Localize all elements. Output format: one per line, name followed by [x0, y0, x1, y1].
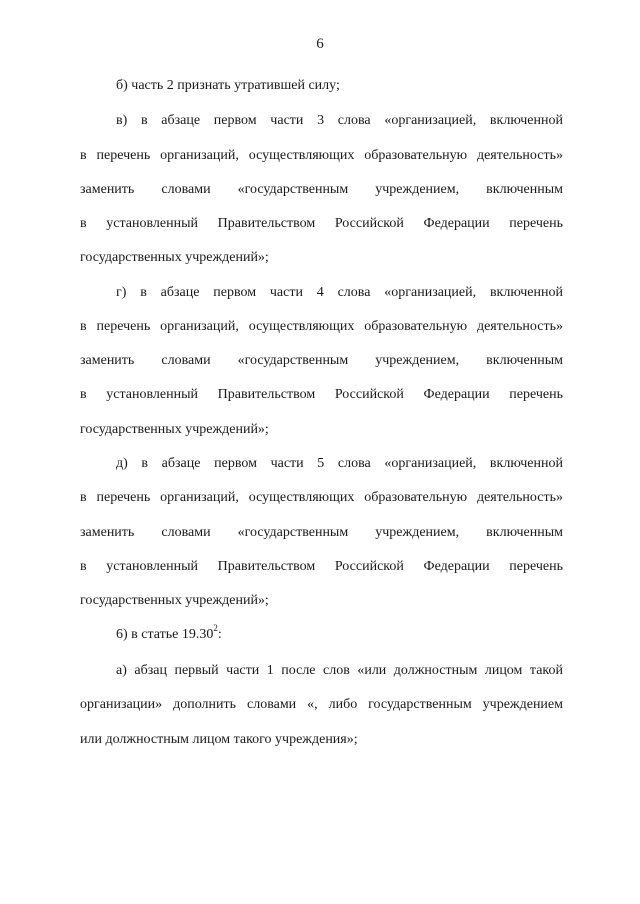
text-line: в перечень организаций, осуществляющих образовательную деятельность»	[80, 319, 563, 334]
text-line: заменить словами «государственным учреждением, включенным	[80, 182, 563, 197]
item6-superscript: 2	[213, 623, 218, 634]
text-line: б) часть 2 признать утратившей силу;	[116, 78, 340, 93]
text-line: государственных учреждений»;	[80, 250, 269, 265]
text-line: в) в абзаце первом части 3 слова «организацией, включенной	[116, 113, 563, 128]
text-line: организации» дополнить словами «, либо государственным учреждением	[80, 697, 563, 712]
text-line	[116, 623, 563, 644]
item6-prefix: 6) в статье 19.30	[116, 627, 214, 642]
text-line: в установленный Правительством Российской Федерации перечень	[80, 216, 563, 231]
text-line: в перечень организаций, осуществляющих образовательную деятельность»	[80, 490, 563, 505]
text-line: в установленный Правительством Российской Федерации перечень	[80, 387, 563, 402]
text-line: в установленный Правительством Российской Федерации перечень	[80, 559, 563, 574]
text-line: заменить словами «государственным учреждением, включенным	[80, 353, 563, 368]
text-line: в перечень организаций, осуществляющих образовательную деятельность»	[80, 148, 563, 163]
text-line: г) в абзаце первом части 4 слова «организацией, включенной	[116, 285, 563, 300]
text-line: государственных учреждений»;	[80, 593, 269, 608]
text-line: заменить словами «государственным учреждением, включенным	[80, 525, 563, 540]
item6-suffix: :	[217, 627, 222, 642]
text-line: или должностным лицом такого учреждения»;	[80, 732, 358, 747]
page-number: 6	[316, 36, 324, 52]
text-line: д) в абзаце первом части 5 слова «организацией, включенной	[116, 456, 563, 471]
text-line: а) абзац первый части 1 после слов «или должностным лицом такой	[116, 663, 563, 678]
text-line: государственных учреждений»;	[80, 422, 269, 437]
